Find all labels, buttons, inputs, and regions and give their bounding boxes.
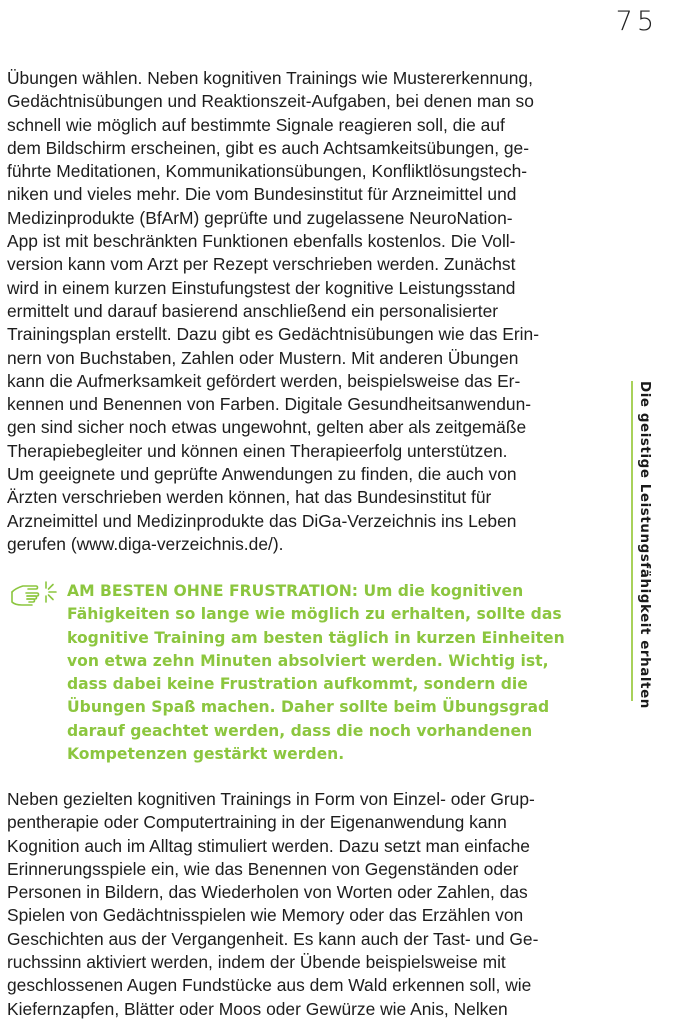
text-line: ruchssinn aktiviert werden, indem der Übende beispielsweise mit	[7, 952, 506, 973]
text-line: Kognition auch im Alltag stimuliert werden. Dazu setzt man einfache	[7, 835, 530, 856]
text-line: ermittelt und darauf basierend anschließend ein personalisierter	[7, 300, 499, 321]
tip-line: kognitive Training am besten täglich in kurzen Einheiten	[67, 628, 565, 647]
text-line: Arzneimittel und Medizinprodukte das DiGa-Verzeichnis ins Leben	[7, 510, 517, 531]
text-line: gen sind sicher noch etwas ungewohnt, gelten aber als zeitgemäße	[7, 417, 527, 438]
text-line: Personen in Bildern, das Wiederholen von Worten oder Zahlen, das	[7, 882, 528, 903]
tip-line: Kompetenzen gestärkt werden.	[67, 745, 345, 764]
text-line: pentherapie oder Computertraining in der Eigenanwendung kann	[7, 812, 507, 833]
tip-line: Übungen Spaß machen. Daher sollte beim Übungsgrad	[67, 698, 550, 717]
text-line: wird in einem kurzen Einstufungstest der kognitive Leistungsstand	[7, 277, 516, 298]
tip-line: dass dabei keine Frustration aufkommt, sondern die	[67, 675, 528, 694]
text-line: kennen und Benennen von Farben. Digitale Gesundheitsanwendun-	[7, 394, 532, 415]
text-line: Geschichten aus der Vergangenheit. Es kann auch der Tast- und Ge-	[7, 928, 539, 949]
body-paragraph-1	[7, 67, 582, 556]
text-line: Gedächtnisübungen und Reaktionszeit-Aufgaben, bei denen man so	[7, 91, 534, 112]
text-line: schnell wie möglich auf bestimmte Signale reagieren soll, die auf	[7, 114, 505, 135]
text-line: niken und vieles mehr. Die vom Bundesinstitut für Arzneimittel und	[7, 184, 517, 205]
tip-text	[67, 580, 587, 766]
side-accent-rule	[631, 381, 633, 701]
text-line: version kann vom Arzt per Rezept verschrieben werden. Zunächst	[7, 254, 516, 275]
tip-line: von etwa zehn Minuten absolviert werden. Wichtig ist,	[67, 651, 549, 670]
text-line: nern von Buchstaben, Zahlen oder Mustern. Mit anderen Übungen	[7, 347, 519, 368]
text-line: Um geeignete und geprüfte Anwendungen zu finden, die auch von	[7, 464, 517, 485]
text-line: führte Meditationen, Kommunikationsübungen, Konfliktlösungstech-	[7, 161, 528, 182]
text-line: Ärzten verschrieben werden können, hat das Bundesinstitut für	[7, 487, 492, 508]
page-number: 75	[615, 6, 658, 37]
text-line: Therapiebegleiter und können einen Therapieerfolg unterstützen.	[7, 440, 508, 461]
text-line: gerufen (www.diga-verzeichnis.de/).	[7, 533, 284, 554]
body-paragraph-2	[7, 788, 582, 1021]
text-line: App ist mit beschränkten Funktionen ebenfalls kostenlos. Die Voll-	[7, 231, 516, 252]
text-line: geschlossenen Augen Fundstücke aus dem Wald erkennen soll, wie	[7, 975, 532, 996]
text-line: Kiefernzapfen, Blätter oder Moos oder Gewürze wie Anis, Nelken	[7, 998, 508, 1019]
text-line: dem Bildschirm erscheinen, gibt es auch Achtsamkeitsübungen, ge-	[7, 137, 529, 158]
text-line: Medizinprodukte (BfArM) geprüfte und zugelassene NeuroNation-	[7, 207, 513, 228]
text-line: Neben gezielten kognitiven Trainings in Form von Einzel- oder Grup-	[7, 789, 535, 809]
tip-line: AM BESTEN OHNE FRUSTRATION: Um die kognitiven	[67, 582, 524, 600]
pointing-hand-icon	[10, 580, 58, 610]
text-line: Spielen von Gedächtnisspielen wie Memory oder das Erzählen von	[7, 905, 524, 926]
chapter-title-vertical: Die geistige Leistungsfähigkeit erhalten	[637, 381, 652, 709]
tip-line: darauf geachtet werden, dass die noch vorhandenen	[67, 721, 533, 740]
chapter-side-tab	[631, 381, 653, 709]
text-line: Übungen wählen. Neben kognitiven Trainings wie Mustererkennung,	[7, 68, 533, 88]
text-line: Erinnerungsspiele ein, wie das Benennen von Gegenständen oder	[7, 858, 519, 879]
text-line: kann die Aufmerksamkeit gefördert werden, beispielsweise das Er-	[7, 370, 521, 391]
text-line: Trainingsplan erstellt. Dazu gibt es Gedächtnisübungen wie das Erin-	[7, 324, 539, 345]
tip-line: Fähigkeiten so lange wie möglich zu erhalten, sollte das	[67, 605, 562, 624]
